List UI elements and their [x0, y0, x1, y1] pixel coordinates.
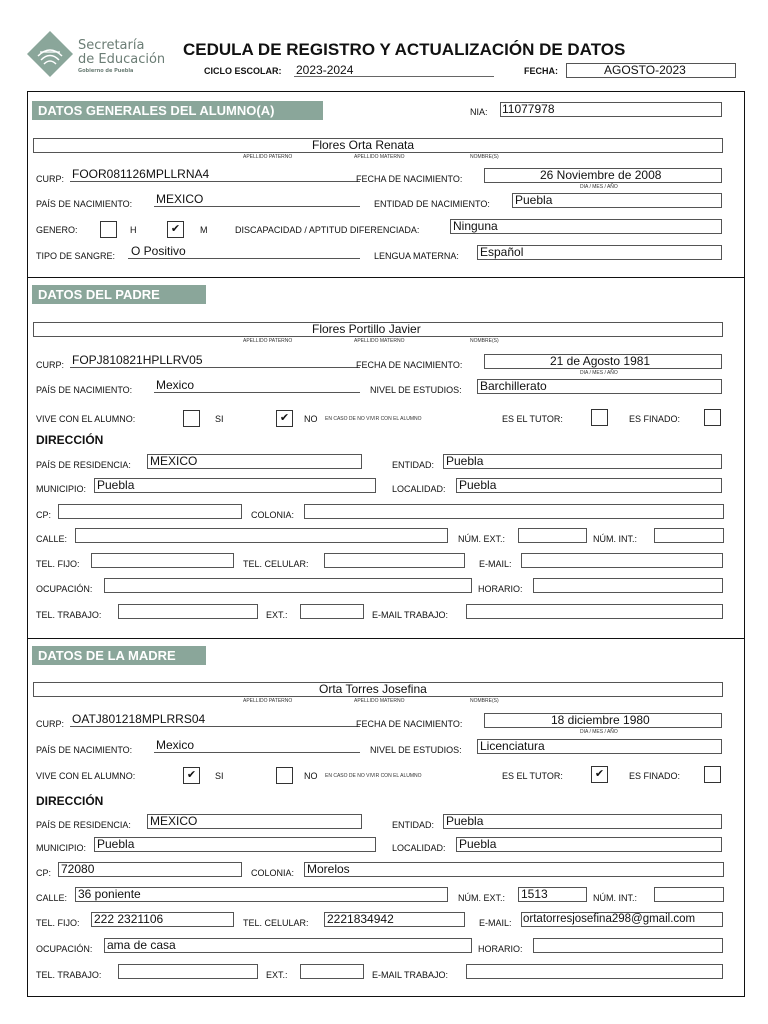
madre-tel-trabajo-label: TEL. TRABAJO: [36, 970, 102, 980]
section-title-padre: DATOS DEL PADRE [32, 285, 206, 304]
madre-fecha-nac-value: 18 diciembre 1980 [551, 713, 650, 727]
madre-calle-label: CALLE: [36, 893, 68, 903]
madre-nivel-label: NIVEL DE ESTUDIOS: [370, 745, 462, 755]
madre-tel-cel-value: 2221834942 [327, 912, 394, 926]
padre-tel-trabajo-label: TEL. TRABAJO: [36, 610, 102, 620]
madre-entidad-field[interactable] [443, 814, 722, 829]
padre-localidad-value: Puebla [459, 478, 497, 492]
padre-tutor-label: ES EL TUTOR: [502, 414, 563, 424]
padre-entidad-label: ENTIDAD: [392, 460, 435, 470]
madre-email-label: E-MAIL: [479, 918, 512, 928]
padre-direccion-heading: DIRECCIÓN [36, 433, 104, 447]
padre-municipio-value: Puebla [97, 478, 135, 492]
padre-entidad-value: Puebla [446, 454, 484, 468]
madre-fecha-nac-label: FECHA DE NACIMIENTO: [356, 719, 463, 729]
madre-tutor-checkbox[interactable]: ✔ [591, 766, 608, 783]
padre-pais-res-label: PAÍS DE RESIDENCIA: [36, 460, 131, 470]
madre-email-trabajo-label: E-MAIL TRABAJO: [372, 970, 449, 980]
padre-email-trabajo-field[interactable] [466, 604, 723, 619]
madre-pais-res-label: PAÍS DE RESIDENCIA: [36, 820, 131, 830]
madre-tel-fijo-label: TEL. FIJO: [36, 918, 80, 928]
padre-municipio-label: MUNICIPIO: [36, 484, 87, 494]
fecha-label: FECHA: [524, 66, 558, 76]
padre-pais-nac-value: Mexico [156, 378, 195, 392]
section-title-madre: DATOS DE LA MADRE [32, 646, 206, 665]
padre-pais-res-value: MEXICO [150, 454, 198, 468]
madre-num-int-label: NÚM. INT.: [593, 893, 637, 903]
org-name-line3: Gobierno de Puebla [78, 68, 134, 74]
madre-cp-value: 72080 [61, 862, 95, 876]
padre-vive-no-checkbox[interactable]: ✔ [276, 410, 293, 427]
padre-cp-field[interactable] [58, 504, 242, 519]
madre-nivel-value: Licenciatura [480, 739, 545, 753]
madre-vive-si-checkbox[interactable]: ✔ [183, 767, 200, 784]
genero-h-label: H [130, 225, 137, 235]
madre-pais-nac-value: Mexico [156, 738, 195, 752]
madre-pais-res-value: MEXICO [150, 814, 198, 828]
padre-email-label: E-MAIL: [479, 559, 512, 569]
caption-dia-mes-ano: DIA / MES / AÑO [580, 370, 618, 376]
padre-horario-field[interactable] [533, 578, 723, 593]
padre-finado-label: ES FINADO: [629, 414, 681, 424]
madre-curp-value: OATJ801218MPLRRS04 [72, 712, 206, 726]
nia-value: 11077978 [502, 102, 555, 116]
padre-colonia-field[interactable] [304, 504, 724, 519]
caption-no-vivir: EN CASO DE NO VIVIR CON EL ALUMNO [325, 416, 422, 422]
padre-num-int-field[interactable] [654, 528, 724, 543]
alumno-name-value: Flores Orta Renata [312, 138, 415, 152]
padre-tel-cel-label: TEL. CELULAR: [243, 559, 309, 569]
madre-direccion-heading: DIRECCIÓN [36, 794, 104, 808]
padre-nivel-label: NIVEL DE ESTUDIOS: [370, 385, 462, 395]
padre-ext-field[interactable] [300, 604, 364, 619]
madre-horario-field[interactable] [533, 938, 723, 953]
caption-apellido-materno: APELLIDO MATERNO [354, 154, 405, 160]
padre-entidad-field[interactable] [443, 454, 722, 469]
padre-municipio-field[interactable] [94, 478, 376, 493]
padre-curp-value: FOPJ810821HPLLRV05 [72, 353, 203, 367]
alumno-pais-nac-value: MEXICO [156, 192, 204, 206]
madre-tel-cel-label: TEL. CELULAR: [243, 918, 309, 928]
nia-label: NIA: [470, 107, 488, 117]
padre-ocupacion-label: OCUPACIÓN: [36, 584, 93, 594]
padre-tel-trabajo-field[interactable] [118, 604, 258, 619]
madre-colonia-label: COLONIA: [251, 868, 295, 878]
caption-apellido-paterno: APELLIDO PATERNO [243, 338, 293, 344]
caption-apellido-paterno: APELLIDO PATERNO [243, 154, 293, 160]
padre-ocupacion-field[interactable] [104, 578, 472, 593]
madre-cp-label: CP: [36, 868, 52, 878]
tipo-sangre-label: TIPO DE SANGRE: [36, 251, 116, 261]
genero-label: GENERO: [36, 225, 78, 235]
madre-tutor-label: ES EL TUTOR: [502, 771, 563, 781]
padre-fecha-nac-value: 21 de Agosto 1981 [550, 354, 651, 368]
padre-ext-label: EXT.: [266, 610, 288, 620]
padre-tel-fijo-field[interactable] [91, 553, 234, 568]
madre-no-label: NO [304, 771, 318, 781]
padre-si-label: SI [215, 414, 224, 424]
padre-num-ext-label: NÚM. EXT.: [458, 534, 506, 544]
padre-cp-label: CP: [36, 510, 52, 520]
tipo-sangre-value: O Positivo [131, 244, 186, 258]
padre-vive-si-checkbox[interactable] [183, 410, 200, 427]
madre-colonia-field[interactable] [304, 862, 724, 877]
caption-nombres: NOMBRE(S) [470, 338, 499, 344]
padre-calle-field[interactable] [75, 528, 448, 543]
padre-colonia-label: COLONIA: [251, 510, 295, 520]
alumno-entidad-nac-value: Puebla [515, 193, 553, 207]
padre-vive-label: VIVE CON EL ALUMNO: [36, 414, 136, 424]
padre-tel-cel-field[interactable] [324, 553, 465, 568]
madre-finado-checkbox[interactable] [704, 766, 721, 783]
lengua-label: LENGUA MATERNA: [374, 251, 459, 261]
madre-vive-no-checkbox[interactable] [276, 767, 293, 784]
madre-num-int-field[interactable] [654, 887, 724, 902]
genero-h-checkbox[interactable] [100, 221, 117, 238]
padre-finado-checkbox[interactable] [704, 409, 721, 426]
genero-m-label: M [200, 225, 208, 235]
madre-entidad-value: Puebla [446, 814, 484, 828]
madre-pais-nac-label: PAÍS DE NACIMIENTO: [36, 745, 133, 755]
madre-horario-label: HORARIO: [478, 944, 523, 954]
caption-no-vivir: EN CASO DE NO VIVIR CON EL ALUMNO [325, 773, 422, 779]
form-title: CEDULA DE REGISTRO Y ACTUALIZACIÓN DE DATOS [183, 40, 626, 59]
alumno-curp-value: FOOR081126MPLLRNA4 [72, 167, 210, 181]
madre-localidad-value: Puebla [459, 837, 497, 851]
caption-dia-mes-ano: DIA / MES / AÑO [580, 729, 618, 735]
madre-ext-label: EXT.: [266, 970, 288, 980]
genero-m-checkbox[interactable]: ✔ [167, 221, 184, 238]
org-name-line2: de Educación [78, 52, 166, 67]
madre-si-label: SI [215, 771, 224, 781]
padre-tel-fijo-label: TEL. FIJO: [36, 559, 80, 569]
alumno-curp-label: CURP: [36, 174, 65, 184]
padre-name-value: Flores Portillo Javier [312, 322, 421, 336]
madre-colonia-value: Morelos [307, 862, 350, 876]
padre-email-field[interactable] [521, 553, 723, 568]
madre-email-value: ortatorresjosefina298@gmail.com [523, 913, 696, 925]
madre-calle-value: 36 poniente [78, 887, 141, 901]
padre-curp-label: CURP: [36, 360, 65, 370]
discapacidad-label: DISCAPACIDAD / APTITUD DIFERENCIADA: [235, 225, 420, 235]
madre-curp-label: CURP: [36, 719, 65, 729]
madre-localidad-label: LOCALIDAD: [392, 843, 446, 853]
madre-ocupacion-value: ama de casa [107, 938, 176, 952]
alumno-entidad-nac-label: ENTIDAD DE NACIMIENTO: [374, 199, 490, 209]
madre-entidad-label: ENTIDAD: [392, 820, 435, 830]
madre-finado-label: ES FINADO: [629, 771, 681, 781]
madre-ocupacion-label: OCUPACIÓN: [36, 944, 93, 954]
padre-fecha-nac-label: FECHA DE NACIMIENTO: [356, 360, 463, 370]
padre-num-ext-field[interactable] [518, 528, 587, 543]
padre-email-trabajo-label: E-MAIL TRABAJO: [372, 610, 449, 620]
madre-num-ext-value: 1513 [521, 887, 548, 901]
section-title-alumno: DATOS GENERALES DEL ALUMNO(A) [32, 101, 323, 120]
padre-tutor-checkbox[interactable] [591, 409, 608, 426]
madre-name-value: Orta Torres Josefina [319, 682, 427, 696]
alumno-fecha-nac-value: 26 Noviembre de 2008 [540, 168, 662, 182]
fecha-value: AGOSTO-2023 [604, 63, 686, 77]
caption-dia-mes-ano: DIA / MES / AÑO [580, 184, 618, 190]
secretaria-logo-icon [26, 30, 74, 78]
madre-tel-trabajo-field[interactable] [118, 964, 258, 979]
madre-num-ext-label: NÚM. EXT.: [458, 893, 506, 903]
padre-num-int-label: NÚM. INT.: [593, 534, 637, 544]
ciclo-label: CICLO ESCOLAR: [204, 66, 282, 76]
madre-municipio-value: Puebla [97, 837, 135, 851]
caption-apellido-paterno: APELLIDO PATERNO [243, 698, 293, 704]
caption-apellido-materno: APELLIDO MATERNO [354, 698, 405, 704]
padre-localidad-label: LOCALIDAD: [392, 484, 446, 494]
ciclo-value: 2023-2024 [296, 63, 354, 77]
padre-horario-label: HORARIO: [478, 584, 523, 594]
alumno-fecha-nac-label: FECHA DE NACIMIENTO: [356, 174, 463, 184]
caption-nombres: NOMBRE(S) [470, 698, 499, 704]
alumno-pais-nac-label: PAÍS DE NACIMIENTO: [36, 199, 133, 209]
caption-nombres: NOMBRE(S) [470, 154, 499, 160]
padre-nivel-value: Barchillerato [480, 379, 547, 393]
padre-pais-nac-label: PAÍS DE NACIMIENTO: [36, 385, 133, 395]
org-name-line1: Secretaría [78, 38, 145, 53]
madre-municipio-field[interactable] [94, 837, 376, 852]
discapacidad-value: Ninguna [453, 219, 498, 233]
lengua-value: Español [480, 245, 524, 259]
padre-no-label: NO [304, 414, 318, 424]
madre-email-trabajo-field[interactable] [466, 964, 723, 979]
madre-ext-field[interactable] [300, 964, 364, 979]
caption-apellido-materno: APELLIDO MATERNO [354, 338, 405, 344]
padre-calle-label: CALLE: [36, 534, 68, 544]
madre-vive-label: VIVE CON EL ALUMNO: [36, 771, 136, 781]
madre-municipio-label: MUNICIPIO: [36, 843, 87, 853]
madre-tel-fijo-value: 222 2321106 [94, 912, 164, 926]
